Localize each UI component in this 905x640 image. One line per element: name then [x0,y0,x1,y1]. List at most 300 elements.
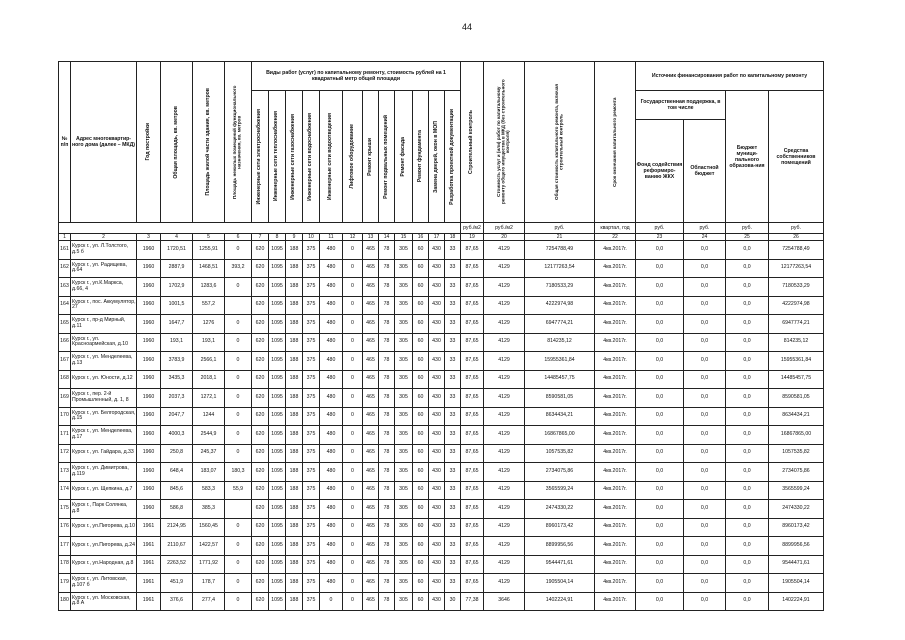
cell-own: 7180533,29 [769,278,824,297]
cell-work: 480 [320,241,343,260]
cell-living: 1422,57 [193,537,225,556]
cell-year: 1961 [137,574,161,593]
cell-control: 87,65 [461,370,484,389]
cell-reg: 0,0 [684,426,726,445]
header-work-1: Инженерные сети электроснабжения [252,91,269,223]
cell-work: 375 [303,278,320,297]
cell-work: 60 [413,241,429,260]
cell-control: 87,65 [461,537,484,556]
cell-own: 1057535,82 [769,444,824,463]
header-work-12: Разработка проектной документации [445,91,461,223]
cell-cost: 4129 [484,463,525,482]
cell-work: 0 [343,518,363,537]
cell-work: 78 [379,333,395,352]
cell-addr: Курск г., ул. Л.Толстого, д.5 б [71,241,137,260]
cell-cost: 4129 [484,555,525,574]
cell-work: 78 [379,370,395,389]
cell-work: 60 [413,296,429,315]
cell-addr: Курск г., пер. 2-й Промышленный, д. 1, 8 [71,389,137,408]
cell-work: 480 [320,481,343,500]
cell-work: 0 [343,555,363,574]
cell-work: 78 [379,296,395,315]
cell-work: 1095 [269,537,286,556]
cell-cost: 4129 [484,518,525,537]
cell-own: 1402224,91 [769,592,824,611]
cell-year: 1961 [137,537,161,556]
cell-control: 87,65 [461,315,484,334]
cell-living: 193,1 [193,333,225,352]
cell-mun: 0,0 [726,296,769,315]
cell-control: 87,65 [461,389,484,408]
cell-work: 188 [286,463,303,482]
cell-work: 60 [413,259,429,278]
cell-control: 87,65 [461,574,484,593]
cell-living: 1771,92 [193,555,225,574]
cell-work: 188 [286,333,303,352]
cell-total: 250,8 [161,444,193,463]
cell-mun: 0,0 [726,370,769,389]
cell-living: 1244 [193,407,225,426]
cell-work: 305 [395,518,413,537]
header-work-8: Ремонт подвальных помещений [379,91,395,223]
cell-work: 33 [445,389,461,408]
cell-work: 375 [303,296,320,315]
cell-work: 188 [286,352,303,371]
cell-fund: 0,0 [636,574,684,593]
header-n: № п/п [59,62,71,223]
column-number: 20 [484,234,525,241]
cell-addr: Курск г., ул. Радищева, д.64 [71,259,137,278]
cell-work: 620 [252,555,269,574]
column-number: 2 [71,234,137,241]
cell-year: 1960 [137,296,161,315]
cell-nonliving: 393,2 [225,259,252,278]
cell-year: 1961 [137,518,161,537]
cell-work: 33 [445,500,461,519]
cell-work: 465 [363,333,379,352]
cell-work: 465 [363,444,379,463]
cell-work: 1095 [269,241,286,260]
cell-fund: 0,0 [636,259,684,278]
cell-fund: 0,0 [636,352,684,371]
cell-nonliving: 0 [225,592,252,611]
cell-work: 188 [286,444,303,463]
cell-work: 480 [320,389,343,408]
table-row [59,518,824,537]
cell-addr: Курск г., пос. Аккумулятор, 27 [71,296,137,315]
column-number: 4 [161,234,193,241]
cell-work: 188 [286,518,303,537]
cell-reg: 0,0 [684,241,726,260]
table-row [59,481,824,500]
cell-work: 33 [445,315,461,334]
cell-work: 480 [320,518,343,537]
cell-control: 87,65 [461,426,484,445]
cell-fund: 0,0 [636,444,684,463]
cell-work: 375 [303,259,320,278]
cell-total: 2110,67 [161,537,193,556]
column-number: 22 [595,234,636,241]
cell-work: 305 [395,537,413,556]
cell-year: 1960 [137,407,161,426]
cell-n: 174 [59,481,71,500]
cell-living: 557,2 [193,296,225,315]
cell-work: 375 [303,555,320,574]
cell-work: 0 [343,592,363,611]
cell-work: 305 [395,444,413,463]
cell-work: 480 [320,352,343,371]
cell-work: 78 [379,278,395,297]
column-number: 15 [395,234,413,241]
cell-own: 1905504,14 [769,574,824,593]
cell-work: 78 [379,241,395,260]
cell-work: 33 [445,370,461,389]
cell-mun: 0,0 [726,592,769,611]
cell-work: 188 [286,592,303,611]
cell-addr: Курск г., ул. Гайдара, д.33 [71,444,137,463]
cell-control: 87,65 [461,463,484,482]
cell-mun: 0,0 [726,555,769,574]
cell-work: 1095 [269,574,286,593]
header-work-10: Ремонт фундамента [413,91,429,223]
cell-work: 188 [286,407,303,426]
cell-sum: 16867865,00 [525,426,595,445]
cell-n: 178 [59,555,71,574]
column-number-row [59,234,824,241]
cell-own: 7254788,49 [769,241,824,260]
cell-work: 480 [320,296,343,315]
cell-living: 2544,9 [193,426,225,445]
header-living-area: Площадь жилой части здания, кв. метров [193,62,225,223]
cell-nonliving: 0 [225,407,252,426]
cell-year: 1960 [137,352,161,371]
cell-control: 87,65 [461,555,484,574]
cell-work: 0 [343,407,363,426]
cell-work: 430 [429,241,445,260]
cell-total: 3783,9 [161,352,193,371]
cell-n: 168 [59,370,71,389]
cell-work: 1095 [269,333,286,352]
unit-cell: руб. [636,223,684,234]
cell-own: 8590581,05 [769,389,824,408]
cell-n: 176 [59,518,71,537]
cell-work: 188 [286,296,303,315]
cell-work: 78 [379,259,395,278]
cell-work: 620 [252,426,269,445]
cell-total: 1702,9 [161,278,193,297]
cell-deadline: 4кв.2017г. [595,352,636,371]
cell-cost: 4129 [484,278,525,297]
cell-work: 430 [429,426,445,445]
cell-total: 2047,7 [161,407,193,426]
cell-control: 87,65 [461,333,484,352]
cell-total: 1001,5 [161,296,193,315]
table-row [59,333,824,352]
cell-work: 60 [413,389,429,408]
cell-cost: 4129 [484,481,525,500]
cell-sum: 1057535,82 [525,444,595,463]
cell-cost: 4129 [484,444,525,463]
unit-cell: руб. [684,223,726,234]
cell-own: 9544471,61 [769,555,824,574]
cell-total: 2887,9 [161,259,193,278]
cell-year: 1960 [137,463,161,482]
header-state-support: Государственная поддержка, в том числе [636,91,726,120]
cell-work: 620 [252,500,269,519]
cell-reg: 0,0 [684,389,726,408]
cell-deadline: 4кв.2017г. [595,574,636,593]
unit-blank [59,223,461,234]
cell-mun: 0,0 [726,444,769,463]
cell-work: 305 [395,500,413,519]
header-work-5: Инженерные сети водоотведения [320,91,343,223]
header-funding-group: Источник финансирования работ по капитальному ремонту [636,62,824,91]
cell-work: 375 [303,370,320,389]
cell-nonliving: 0 [225,352,252,371]
cell-work: 620 [252,241,269,260]
cell-total: 3435,3 [161,370,193,389]
cell-work: 1095 [269,407,286,426]
unit-cell: руб./м2 [461,223,484,234]
cell-sum: 1402224,91 [525,592,595,611]
cell-deadline: 4кв.2017г. [595,259,636,278]
cell-work: 375 [303,407,320,426]
cell-sum: 8634434,21 [525,407,595,426]
cell-work: 1095 [269,296,286,315]
header-work-11: Замена дверей, окон в МОП [429,91,445,223]
cell-work: 60 [413,574,429,593]
cell-work: 60 [413,333,429,352]
table-row [59,296,824,315]
cell-work: 1095 [269,426,286,445]
cell-work: 430 [429,481,445,500]
cell-deadline: 4кв.2017г. [595,518,636,537]
cell-cost: 4129 [484,407,525,426]
cell-fund: 0,0 [636,370,684,389]
cell-work: 480 [320,278,343,297]
cell-work: 188 [286,259,303,278]
cell-work: 78 [379,389,395,408]
header-works-group: Виды работ (услуг) по капитальному ремонту, стоимость рублей на 1 квадратный метр общей площади [252,62,461,91]
cell-work: 375 [303,592,320,611]
cell-living: 1255,91 [193,241,225,260]
cell-living: 1560,45 [193,518,225,537]
cell-work: 305 [395,463,413,482]
cell-work: 375 [303,463,320,482]
cell-n: 161 [59,241,71,260]
cell-work: 60 [413,463,429,482]
table-row [59,444,824,463]
cell-work: 430 [429,296,445,315]
cell-work: 620 [252,333,269,352]
cell-nonliving [225,296,252,315]
cell-n: 179 [59,574,71,593]
cell-cost: 4129 [484,389,525,408]
cell-fund: 0,0 [636,518,684,537]
cell-fund: 0,0 [636,296,684,315]
cell-work: 60 [413,278,429,297]
header-work-7: Ремонт крыши [363,91,379,223]
cell-mun: 0,0 [726,352,769,371]
header-work-4: Инженерные сети водоснабжения [303,91,320,223]
cell-sum: 14485457,75 [525,370,595,389]
cell-work: 33 [445,574,461,593]
cell-sum: 6947774,21 [525,315,595,334]
cell-work: 375 [303,444,320,463]
table-row [59,426,824,445]
cell-cost: 3646 [484,592,525,611]
cell-fund: 0,0 [636,426,684,445]
cell-addr: Курск г., ул.Народная, д.8 [71,555,137,574]
cell-sum: 2734075,86 [525,463,595,482]
table-row [59,407,824,426]
cell-nonliving: 0 [225,444,252,463]
cell-work: 60 [413,592,429,611]
cell-nonliving: 180,3 [225,463,252,482]
cell-work: 480 [320,315,343,334]
cell-year: 1960 [137,444,161,463]
cell-fund: 0,0 [636,315,684,334]
header-address: Адрес многоквартир-ного дома (далее – МКД) [71,62,137,223]
cell-year: 1960 [137,241,161,260]
cell-own: 6947774,21 [769,315,824,334]
cell-work: 620 [252,537,269,556]
cell-work: 465 [363,296,379,315]
cell-work: 375 [303,574,320,593]
cell-reg: 0,0 [684,518,726,537]
cell-work: 0 [343,259,363,278]
cell-work: 60 [413,370,429,389]
cell-deadline: 4кв.2017г. [595,296,636,315]
cell-work: 0 [343,481,363,500]
cell-work: 620 [252,481,269,500]
page-number: 44 [462,22,473,32]
cell-work: 0 [343,574,363,593]
cell-reg: 0,0 [684,537,726,556]
cell-fund: 0,0 [636,278,684,297]
column-number: 12 [343,234,363,241]
cell-work: 375 [303,241,320,260]
cell-work: 78 [379,444,395,463]
cell-work: 375 [303,518,320,537]
cell-mun: 0,0 [726,259,769,278]
column-number: 10 [303,234,320,241]
cell-total: 376,6 [161,592,193,611]
cell-work: 0 [343,278,363,297]
cell-work: 465 [363,426,379,445]
cell-sum: 814235,12 [525,333,595,352]
cell-sum: 7180533,29 [525,278,595,297]
cell-mun: 0,0 [726,333,769,352]
header-deadline: Срок окончания капитального ремонта [595,62,636,223]
column-number: 9 [286,234,303,241]
cell-work: 620 [252,352,269,371]
cell-mun: 0,0 [726,389,769,408]
cell-total: 648,4 [161,463,193,482]
cell-nonliving: 0 [225,389,252,408]
cell-work: 78 [379,407,395,426]
cell-n: 167 [59,352,71,371]
cell-work: 620 [252,296,269,315]
unit-cell: руб. [769,223,824,234]
cell-work: 620 [252,463,269,482]
cell-cost: 4129 [484,259,525,278]
cell-work: 0 [343,241,363,260]
cell-work: 0 [343,296,363,315]
cell-work: 78 [379,352,395,371]
cell-control: 87,65 [461,296,484,315]
cell-work: 465 [363,574,379,593]
cell-control: 87,65 [461,278,484,297]
cell-work: 188 [286,500,303,519]
unit-cell: руб. [726,223,769,234]
cell-work: 465 [363,241,379,260]
cell-addr: Курск г., ул. Менделеева, д.13 [71,352,137,371]
header-regional: Областной бюджет [684,120,726,223]
cell-work: 620 [252,444,269,463]
cell-work: 60 [413,352,429,371]
header-total-area: Общая площадь, кв. метров [161,62,193,223]
cell-deadline: 4кв.2017г. [595,500,636,519]
cell-mun: 0,0 [726,537,769,556]
cell-total: 2037,3 [161,389,193,408]
cell-work: 305 [395,426,413,445]
cell-sum: 8899956,56 [525,537,595,556]
cell-control: 87,65 [461,500,484,519]
cell-work: 33 [445,426,461,445]
cell-control: 77,38 [461,592,484,611]
cell-deadline: 4кв.2017г. [595,537,636,556]
cell-work: 620 [252,315,269,334]
cell-mun: 0,0 [726,574,769,593]
cell-work: 430 [429,259,445,278]
cell-work: 1095 [269,259,286,278]
column-number: 1 [59,234,71,241]
cell-living: 1272,1 [193,389,225,408]
cell-work: 33 [445,407,461,426]
cell-work: 60 [413,555,429,574]
cell-own: 814235,12 [769,333,824,352]
cell-work: 465 [363,592,379,611]
cell-sum: 2474330,22 [525,500,595,519]
cell-cost: 4129 [484,333,525,352]
cell-work: 480 [320,407,343,426]
table-row [59,574,824,593]
cell-work: 465 [363,315,379,334]
cell-living: 1276 [193,315,225,334]
cell-control: 87,65 [461,352,484,371]
cell-fund: 0,0 [636,407,684,426]
table-row [59,389,824,408]
cell-sum: 7254788,49 [525,241,595,260]
capital-repair-table [58,61,824,611]
cell-work: 188 [286,555,303,574]
header-municipal: Бюджет муници-пального образова-ния [726,91,769,223]
cell-n: 172 [59,444,71,463]
cell-work: 0 [343,352,363,371]
cell-control: 87,65 [461,241,484,260]
cell-own: 3565599,24 [769,481,824,500]
cell-reg: 0,0 [684,296,726,315]
cell-addr: Курск г., ул. Литовская, д.107 б [71,574,137,593]
cell-work: 33 [445,463,461,482]
cell-addr: Курск г., ул. Юности, д.12 [71,370,137,389]
cell-deadline: 4кв.2017г. [595,407,636,426]
cell-cost: 4129 [484,296,525,315]
column-number: 24 [684,234,726,241]
cell-own: 8960173,42 [769,518,824,537]
cell-nonliving: 0 [225,370,252,389]
